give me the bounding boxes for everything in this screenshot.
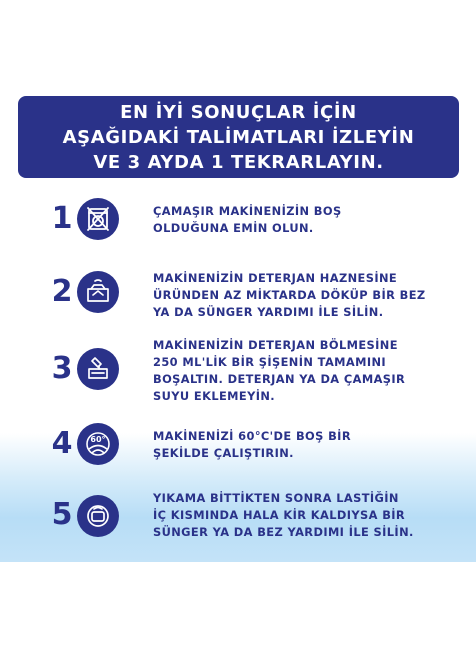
step-number-5: 5 — [51, 497, 73, 532]
step-text-2 — [153, 270, 426, 321]
step-3-line-4: SUYU EKLEMEYİN. — [153, 389, 276, 403]
step-4-line-2: ŞEKİLDE ÇALIŞTIRIN. — [153, 446, 294, 460]
step-text-5 — [153, 490, 414, 541]
banner-line-3: VE 3 AYDA 1 TEKRARLAYIN. — [93, 151, 384, 173]
step-3-line-1: MAKİNENİZİN DETERJAN BÖLMESİNE — [153, 338, 398, 352]
60-degree-label: 60° — [90, 435, 106, 444]
step-3-line-3: BOŞALTIN. DETERJAN YA DA ÇAMAŞIR — [153, 372, 406, 386]
step-text-3 — [153, 337, 405, 405]
pour-bottle-drawer-icon — [77, 348, 119, 390]
step-3-line-2: 250 ML'LİK BİR ŞİŞENİN TAMAMINI — [153, 355, 387, 369]
step-text-4 — [153, 428, 351, 462]
instruction-banner — [18, 96, 459, 178]
step-2-line-3: YA DA SÜNGER YARDIMI İLE SİLİN. — [153, 305, 384, 319]
step-4-line-1: MAKİNENİZİ 60°C'DE BOŞ BİR — [153, 429, 351, 443]
step-1-line-1: ÇAMAŞIR MAKİNENİZİN BOŞ — [153, 204, 342, 218]
step-number-1: 1 — [51, 201, 73, 236]
detergent-drawer-sponge-icon — [77, 271, 119, 313]
empty-washing-machine-icon — [77, 198, 119, 240]
step-text-1 — [153, 203, 342, 237]
step-5-line-1: YIKAMA BİTTİKTEN SONRA LASTİĞİN — [153, 491, 399, 505]
step-5-line-2: İÇ KISMINDA HALA KİR KALDIYSA BİR — [153, 508, 406, 522]
step-2-line-1: MAKİNENİZİN DETERJAN HAZNESİNE — [153, 271, 398, 285]
60-degree-drum-icon — [77, 423, 119, 465]
banner-line-2: AŞAĞIDAKİ TALİMATLARI İZLEYİN — [62, 126, 415, 148]
banner-line-1: EN İYİ SONUÇLAR İÇİN — [120, 101, 357, 123]
step-number-3: 3 — [51, 351, 73, 386]
door-gasket-sponge-icon — [77, 495, 119, 537]
step-5-line-3: SÜNGER YA DA BEZ YARDIMI İLE SİLİN. — [153, 525, 414, 539]
step-1-line-2: OLDUĞUNA EMİN OLUN. — [153, 221, 314, 235]
step-number-4: 4 — [51, 426, 73, 461]
step-number-2: 2 — [51, 274, 73, 309]
step-2-line-2: ÜRÜNDEN AZ MİKTARDA DÖKÜP BİR BEZ — [153, 288, 426, 302]
